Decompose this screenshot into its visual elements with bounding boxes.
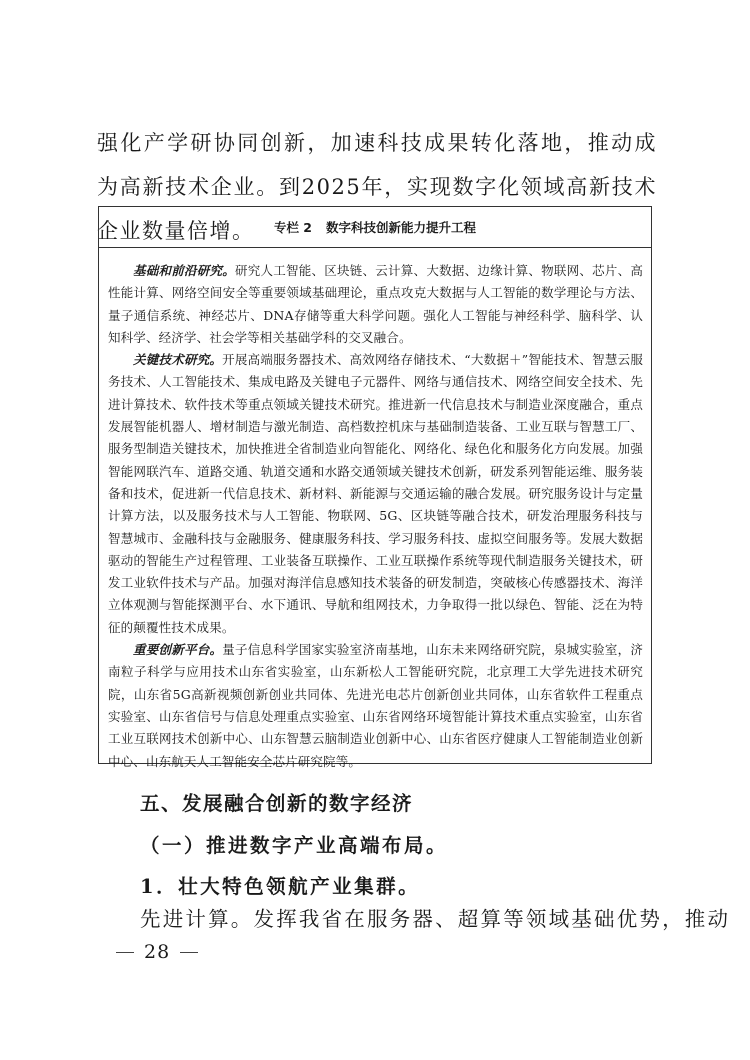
section-text: 开展高端服务器技术、高效网络存储技术、“大数据＋”智能技术、智慧云服务技术、人工智能技术、集成电路及关键电子元器件、网络与通信技术、网络空间安全技术、先进计算技术、软件技术等重点领域关键技术研究。推进新一代信息技术与制造业深度融合，重点发展智能机器人、增材制造与激光制造、高档数控机床与基础制造装备、工业互联与智慧工厂、服务型制造关键技术，加快推进全省制造业向智能化、网络化、绿色化和服务化方向发展。加强智能网联汽车、道路交通、轨道交通和水路交通领域关键技术创新，研发系列智能运维、服务装备和技术，促进新一代信息技术、新材料、新能源与交通运输的融合发展。研究服务设计与定量计算方法，以及服务技术与人工智能、物联网、5G、区块链等融合技术，研发治理服务科技与智慧城市、金融科技与金融服务、健康服务科技、学习服务科技、虚拟空间服务等。发展大数据驱动的智能生产过程管理、工业装备互联操作、工业互联操作系统等现代制造服务关键技术，研发工业软件技术与产品。加强对海洋信息感知技术装备的研发制造，突破核心传感器技术、海洋立体观测与智能探测平台、水下通讯、导航和组网技术，力争取得一批以绿色、智能、泛在为特征的颠覆性技术成果。 [108,352,643,635]
section-lead: 关键技术研究。 [133,352,223,368]
box-header [99,207,651,248]
box-label: 专栏 2 [273,220,313,235]
section-lead: 重要创新平台。 [133,642,223,658]
intro-paragraph: 强化产学研协同创新，加速科技成果转化落地，推动成为高新技术企业。到2025年，实现数字化领域高新技术企业数量倍增。 [97,131,657,243]
section-text: 量子信息科学国家实验室济南基地，山东未来网络研究院，泉城实验室，济南粒子科学与应用技术山东省实验室，山东新松人工智能研究院，北京理工大学先进技术研究院，山东省5G高新视频创新创业共同体、先进光电芯片创新创业共同体，山东省软件工程重点实验室、山东省信号与信息处理重点实验室、山东省网络环境智能计算技术重点实验室，山东省工业互联网技术创新中心、山东智慧云脑制造业创新中心、山东省医疗健康人工智能制造业创新中心、山东航天人工智能安全芯片研究院等。 [108,642,643,769]
item-heading: 1．壮大特色领航产业集群。 [140,875,421,898]
box-section-key-tech [108,349,643,639]
body-paragraph: 先进计算。发挥我省在服务器、超算等领域基础优势，推动 [140,907,731,931]
page-dash-right [180,952,198,953]
subsection-heading: （一）推进数字产业高端布局。 [140,834,449,857]
box-body [99,248,651,773]
section-lead: 基础和前沿研究。 [133,263,236,278]
page-number-value: 28 [144,941,171,963]
section-text: 研究人工智能、区块链、云计算、大数据、边缘计算、物联网、芯片、高性能计算、网络空间安全等重要领域基础理论，重点攻克大数据与人工智能的数学理论与方法、量子通信系统、神经芯片、DNA存储等重大科学问题。强化人工智能与神经科学、脑科学、认知科学、经济学、社会学等相关基础学科的交叉融合。 [108,263,643,345]
feature-column-box [98,206,652,769]
box-title: 数字科技创新能力提升工程 [326,220,477,235]
box-section-basic-research [108,260,643,349]
box-section-platforms [108,639,643,773]
section-heading: 五、发展融合创新的数字经济 [140,792,414,815]
page-dash-left [116,952,134,953]
page-number [116,941,198,963]
